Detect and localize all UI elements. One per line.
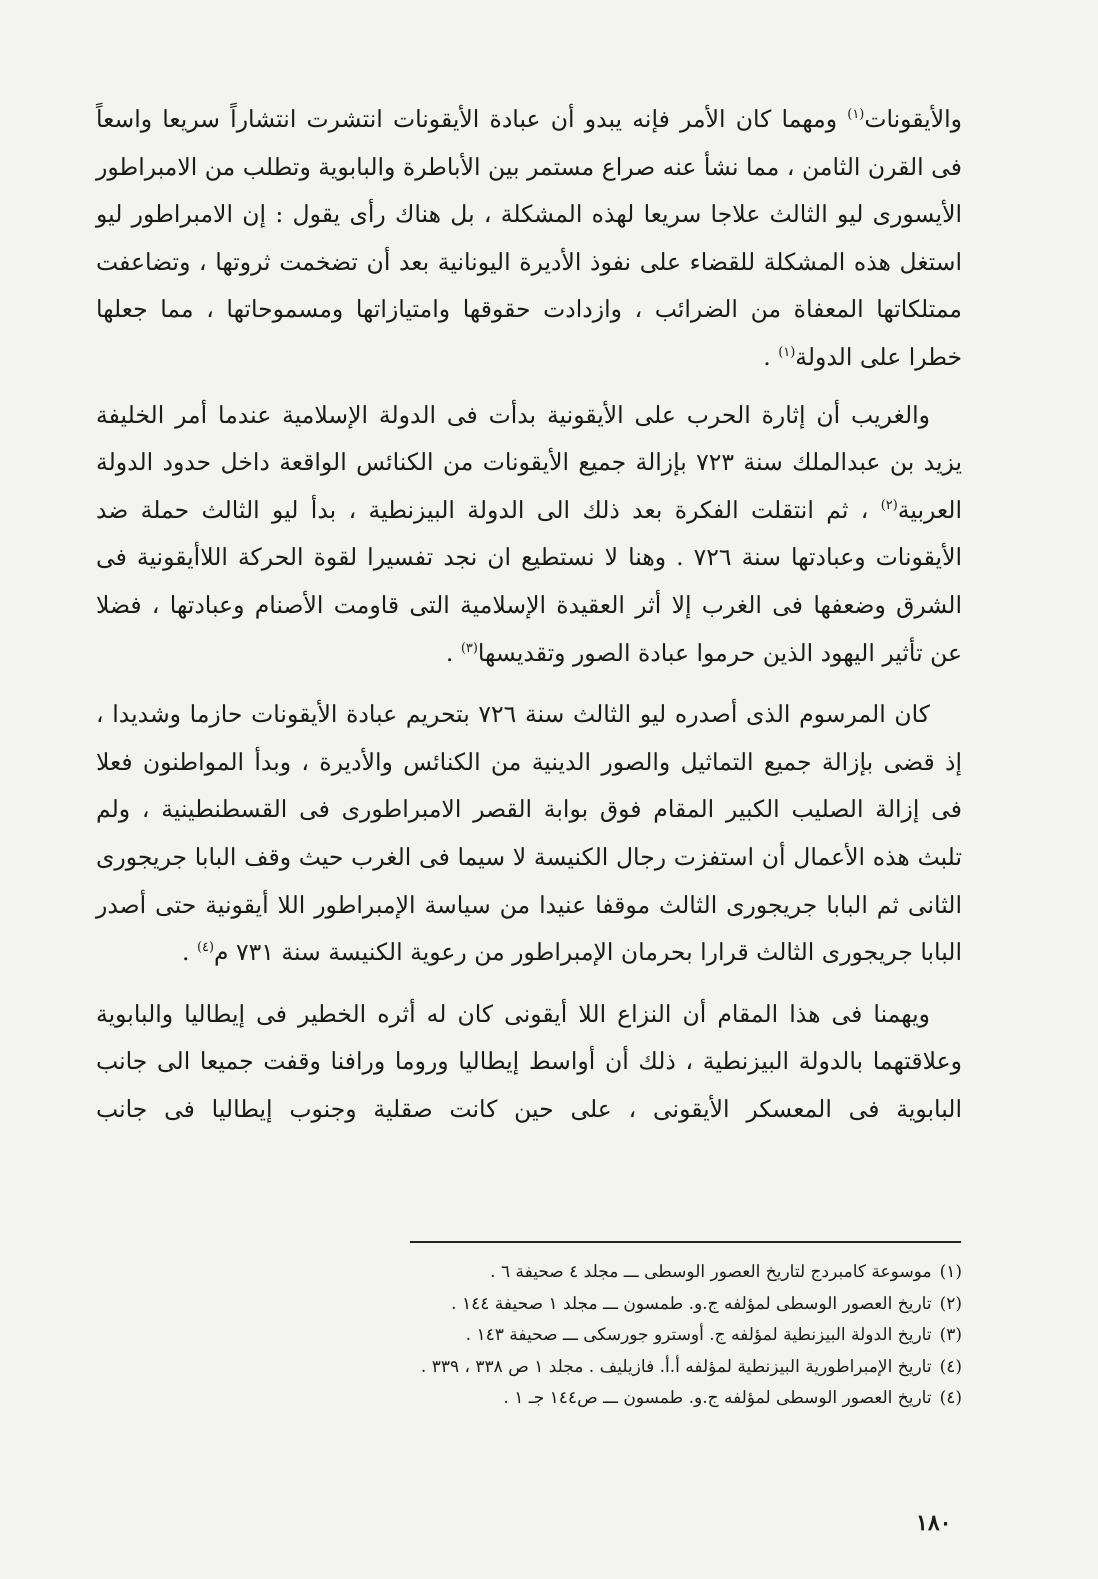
paragraph-4 [96,991,962,1134]
footnote-ref-4[interactable]: (٤) [196,940,214,956]
footnote-ref-2[interactable]: (٢) [880,497,898,513]
footnote-4 [202,1352,962,1384]
footnote-2 [202,1289,962,1321]
footnotes [202,1257,962,1415]
paragraph-1 [96,96,962,382]
footnote-1 [202,1257,962,1289]
paragraph-2-text-c: . [445,638,461,667]
page-number: ١٨٠ [916,1510,952,1536]
footnote-number: (٢) [939,1293,962,1314]
paragraph-3-text-a: كان المرسوم الذى أصدره ليو الثالث سنة ٧٢٦ بتحريم عبادة الأيقونات حازما وشديدا ، إذ قضى بإزالة جميع التماثيل والصور الدينية من الكنائس والأديرة ، وبدأ المواطنون فعلا فى إزالة الصليب الكبير المقام فوق بوابة القصر الامبراطورى فى القسطنطينية ، ولم تلبث هذه الأعمال أن استفزت رجال الكنيسة لا سيما فى الغرب حيث وقف البابا جريجورى الثانى ثم البابا جريجورى الثالث موقفا عنيدا من سياسة الإمبراطور اللا أيقونية حتى أصدر البابا جريجورى الثالث قرارا بحرمان الإمبراطور من رعوية الكنيسة سنة ٧٣١ م [96,700,962,967]
footnote-number: (٤) [939,1388,962,1408]
footnote-text: تاريخ الإمبراطورية البيزنطية لمؤلفه أ.أ. فازيليف . مجلد ١ ص ٣٣٨ ، ٣٣٩ . [420,1356,932,1377]
paragraph-1-text-b: ومهما كان الأمر فإنه يبدو أن عبادة الأيقونات انتشرت انتشاراً سريعا واسعاً فى القرن الثامن ، مما نشأ عنه صراع مستمر بين الأباطرة والبابوية وتطلب من الامبراطور الأيسورى ليو الثالث علاجا سريعا لهذه المشكلة ، بل هناك رأى يقول : إن الامبراطور ليو استغل هذه المشكلة للقضاء على نفوذ الأديرة اليونانية بعد أن تضخمت ثروتها ، وتضاعفت ممتلكاتها المعفاة من الضرائب ، وازدادت حقوقها وامتيازاتها ومسموحاتها ، مما جعلها خطرا على الدولة [96,105,962,371]
footnote-text: تاريخ الدولة البيزنطية لمؤلفه ج. أوسترو جورسكى ـــ صحيفة ١٤٣ . [465,1325,932,1345]
paragraph-4-text: ويهمنا فى هذا المقام أن النزاع اللا أيقونى كان له أثره الخطير فى إيطاليا والبابوية وعلاقتهما بالدولة البيزنطية ، ذلك أن أواسط إيطاليا وروما ورافنا وقفت جميعا الى جانب البابوية فى المعسكر الأيقونى ، على حين كانت صقلية وجنوب إيطاليا فى جانب [96,999,962,1123]
footnote-number: (١) [939,1262,962,1282]
paragraph-3-text-b: . [182,938,197,967]
footnote-number: (٣) [939,1325,962,1345]
footnote-ref-1b[interactable]: (١) [778,345,796,361]
footnote-3 [202,1320,962,1352]
paragraph-2-text-a: والغريب أن إثارة الحرب على الأيقونية بدأت فى الدولة الإسلامية عندما أمر الخليفة يزيد بن عبدالملك سنة ٧٢٣ بإزالة جميع الأيقونات من الكنائس الواقعة داخل حدود الدولة العربية [96,400,962,524]
footnote-number: (٤) [939,1356,962,1377]
footnote-text: تاريخ العصور الوسطى لمؤلفه ج.و. طمسون ـــ ص١٤٤ جـ ١ . [503,1388,932,1408]
paragraph-2-text-b: ، ثم انتقلت الفكرة بعد ذلك الى الدولة البيزنطية ، بدأ ليو الثالث حملة ضد الأيقونات وعبادتها سنة ٧٢٦ . وهنا لا نستطيع ان نجد تفسيرا لقوة الحركة اللاأيقونية فى الشرق وضعفها فى الغرب إلا أثر العقيدة الإسلامية التى قاومت الأصنام وعبادتها ، فضلا عن تأثير اليهود الذين حرموا عبادة الصور وتقديسها [96,495,962,667]
footnote-text: موسوعة كامبردج لتاريخ العصور الوسطى ـــ مجلد ٤ صحيفة ٦ . [490,1262,932,1282]
footnote-ref-3[interactable]: (٣) [460,640,478,656]
paragraph-2 [96,392,962,678]
paragraph-3 [96,691,962,977]
footnote-text: تاريخ العصور الوسطى لمؤلفه ج.و. طمسون ـــ مجلد ١ صحيفة ١٤٤ . [451,1293,932,1314]
paragraph-1-text-a: والأيقونات [864,105,962,133]
footnote-ref-1[interactable]: (١) [847,107,865,123]
paragraph-1-text-c: . [763,342,779,371]
page-body [96,96,962,1133]
footnote-5 [202,1383,962,1415]
footnote-divider [410,1241,961,1243]
